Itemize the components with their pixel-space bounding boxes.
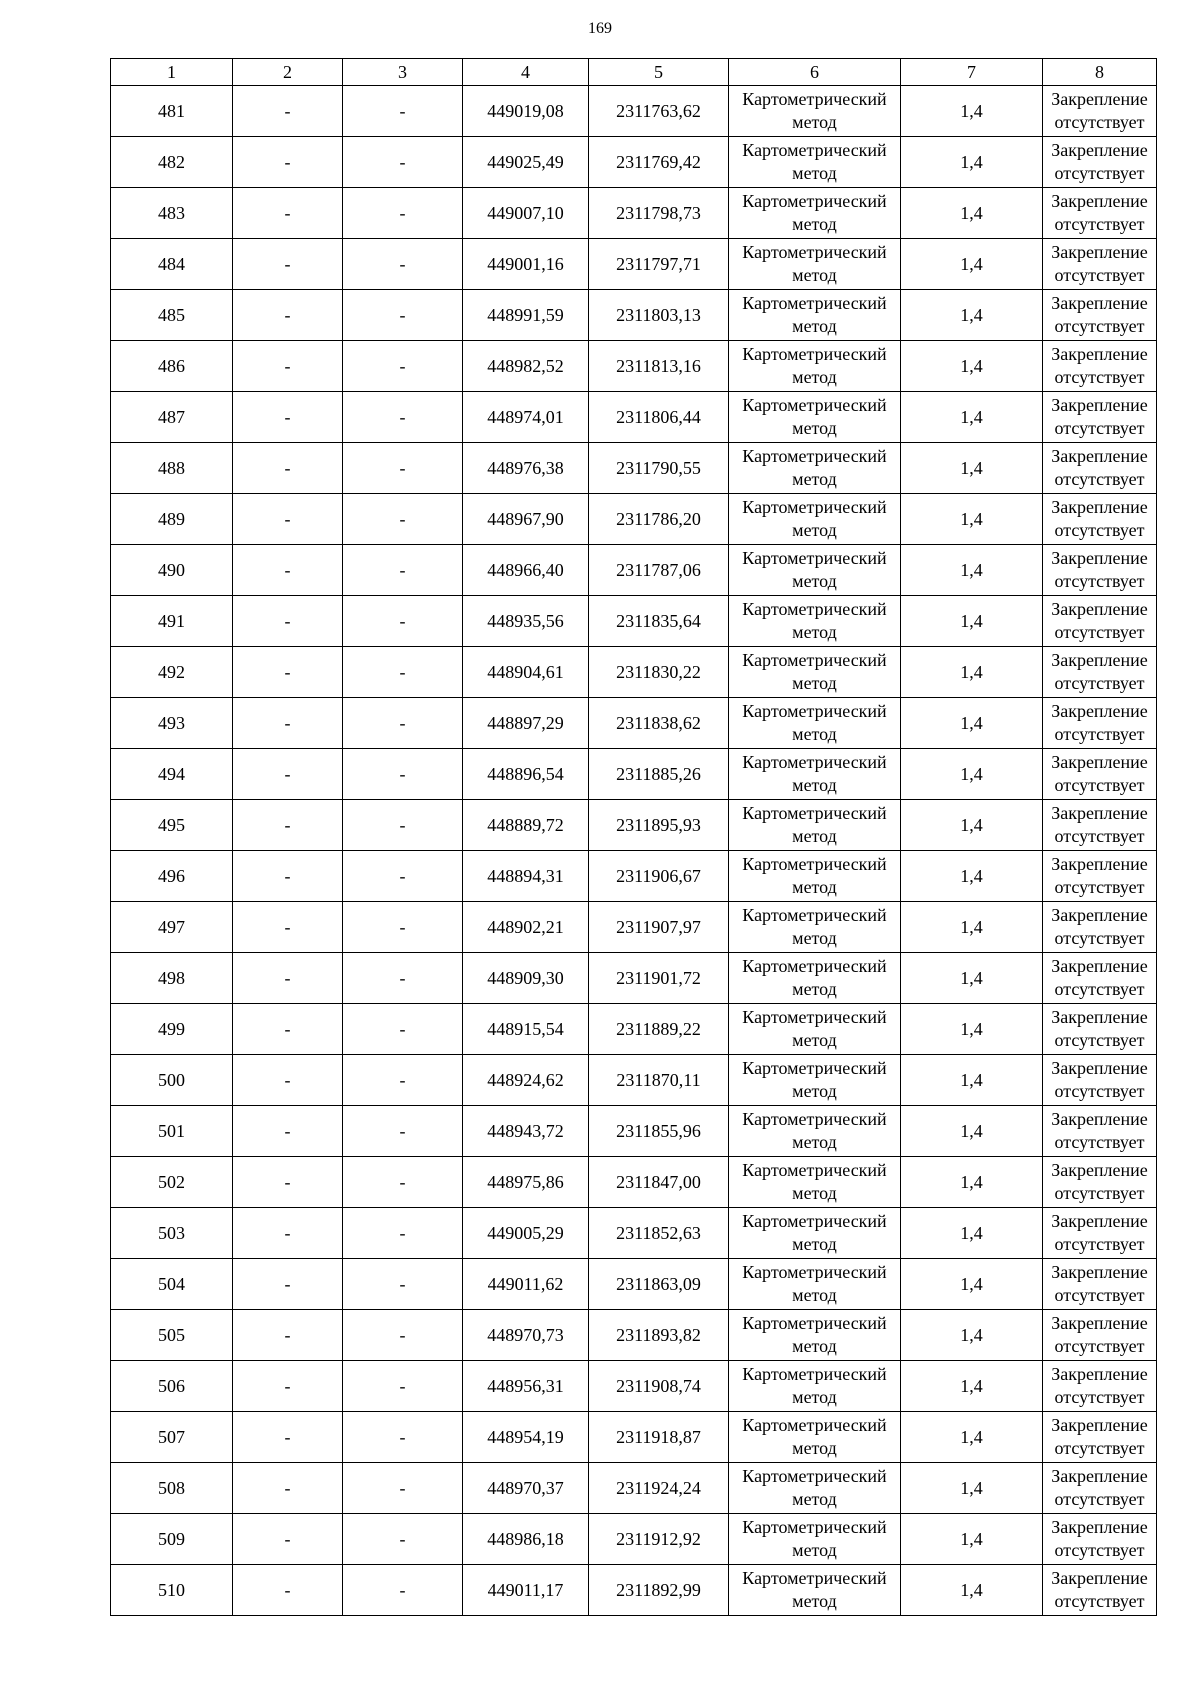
accuracy-cell: 1,4 bbox=[901, 1157, 1043, 1208]
point-number-cell: 481 bbox=[111, 86, 233, 137]
table-row bbox=[111, 1004, 1157, 1055]
table-row bbox=[111, 137, 1157, 188]
col3-cell: - bbox=[343, 1565, 463, 1616]
accuracy-cell: 1,4 bbox=[901, 188, 1043, 239]
point-number-cell: 493 bbox=[111, 698, 233, 749]
col3-cell: - bbox=[343, 1361, 463, 1412]
method-cell: Картометрический метод bbox=[729, 902, 901, 953]
col3-cell: - bbox=[343, 443, 463, 494]
method-cell: Картометрический метод bbox=[729, 1565, 901, 1616]
col3-cell: - bbox=[343, 851, 463, 902]
fixing-cell: Закрепление отсутствует bbox=[1043, 1157, 1157, 1208]
fixing-cell: Закрепление отсутствует bbox=[1043, 1004, 1157, 1055]
accuracy-cell: 1,4 bbox=[901, 1055, 1043, 1106]
x-coordinate-cell: 448974,01 bbox=[463, 392, 589, 443]
y-coordinate-cell: 2311885,26 bbox=[589, 749, 729, 800]
table-row bbox=[111, 239, 1157, 290]
accuracy-cell: 1,4 bbox=[901, 545, 1043, 596]
method-cell: Картометрический метод bbox=[729, 851, 901, 902]
x-coordinate-cell: 449011,62 bbox=[463, 1259, 589, 1310]
fixing-cell: Закрепление отсутствует bbox=[1043, 1208, 1157, 1259]
table-row bbox=[111, 647, 1157, 698]
x-coordinate-cell: 448894,31 bbox=[463, 851, 589, 902]
col2-cell: - bbox=[233, 392, 343, 443]
y-coordinate-cell: 2311806,44 bbox=[589, 392, 729, 443]
table-row bbox=[111, 392, 1157, 443]
col2-cell: - bbox=[233, 1514, 343, 1565]
method-cell: Картометрический метод bbox=[729, 1259, 901, 1310]
point-number-cell: 496 bbox=[111, 851, 233, 902]
y-coordinate-cell: 2311813,16 bbox=[589, 341, 729, 392]
x-coordinate-cell: 448909,30 bbox=[463, 953, 589, 1004]
col3-cell: - bbox=[343, 290, 463, 341]
point-number-cell: 504 bbox=[111, 1259, 233, 1310]
x-coordinate-cell: 448976,38 bbox=[463, 443, 589, 494]
col2-cell: - bbox=[233, 902, 343, 953]
col3-cell: - bbox=[343, 1055, 463, 1106]
table-row bbox=[111, 1514, 1157, 1565]
method-cell: Картометрический метод bbox=[729, 1157, 901, 1208]
point-number-cell: 491 bbox=[111, 596, 233, 647]
col2-cell: - bbox=[233, 647, 343, 698]
col3-cell: - bbox=[343, 1106, 463, 1157]
method-cell: Картометрический метод bbox=[729, 1208, 901, 1259]
header-row bbox=[111, 59, 1157, 86]
accuracy-cell: 1,4 bbox=[901, 239, 1043, 290]
point-number-cell: 498 bbox=[111, 953, 233, 1004]
accuracy-cell: 1,4 bbox=[901, 1310, 1043, 1361]
fixing-cell: Закрепление отсутствует bbox=[1043, 545, 1157, 596]
fixing-cell: Закрепление отсутствует bbox=[1043, 1412, 1157, 1463]
method-cell: Картометрический метод bbox=[729, 494, 901, 545]
accuracy-cell: 1,4 bbox=[901, 443, 1043, 494]
point-number-cell: 500 bbox=[111, 1055, 233, 1106]
point-number-cell: 482 bbox=[111, 137, 233, 188]
point-number-cell: 499 bbox=[111, 1004, 233, 1055]
column-header: 3 bbox=[343, 59, 463, 86]
point-number-cell: 485 bbox=[111, 290, 233, 341]
table-row bbox=[111, 290, 1157, 341]
table-row bbox=[111, 1106, 1157, 1157]
method-cell: Картометрический метод bbox=[729, 1055, 901, 1106]
accuracy-cell: 1,4 bbox=[901, 647, 1043, 698]
col3-cell: - bbox=[343, 1310, 463, 1361]
point-number-cell: 501 bbox=[111, 1106, 233, 1157]
col2-cell: - bbox=[233, 1106, 343, 1157]
point-number-cell: 505 bbox=[111, 1310, 233, 1361]
col3-cell: - bbox=[343, 1463, 463, 1514]
y-coordinate-cell: 2311863,09 bbox=[589, 1259, 729, 1310]
table-row bbox=[111, 698, 1157, 749]
y-coordinate-cell: 2311830,22 bbox=[589, 647, 729, 698]
fixing-cell: Закрепление отсутствует bbox=[1043, 392, 1157, 443]
col2-cell: - bbox=[233, 698, 343, 749]
method-cell: Картометрический метод bbox=[729, 647, 901, 698]
fixing-cell: Закрепление отсутствует bbox=[1043, 86, 1157, 137]
col3-cell: - bbox=[343, 800, 463, 851]
col2-cell: - bbox=[233, 188, 343, 239]
y-coordinate-cell: 2311924,24 bbox=[589, 1463, 729, 1514]
y-coordinate-cell: 2311852,63 bbox=[589, 1208, 729, 1259]
table-row bbox=[111, 1157, 1157, 1208]
accuracy-cell: 1,4 bbox=[901, 1565, 1043, 1616]
table-row bbox=[111, 1259, 1157, 1310]
table-row bbox=[111, 494, 1157, 545]
y-coordinate-cell: 2311870,11 bbox=[589, 1055, 729, 1106]
col2-cell: - bbox=[233, 1259, 343, 1310]
x-coordinate-cell: 448896,54 bbox=[463, 749, 589, 800]
col3-cell: - bbox=[343, 392, 463, 443]
method-cell: Картометрический метод bbox=[729, 1004, 901, 1055]
y-coordinate-cell: 2311892,99 bbox=[589, 1565, 729, 1616]
col2-cell: - bbox=[233, 800, 343, 851]
method-cell: Картометрический метод bbox=[729, 239, 901, 290]
x-coordinate-cell: 448915,54 bbox=[463, 1004, 589, 1055]
point-number-cell: 506 bbox=[111, 1361, 233, 1412]
col3-cell: - bbox=[343, 749, 463, 800]
y-coordinate-cell: 2311847,00 bbox=[589, 1157, 729, 1208]
accuracy-cell: 1,4 bbox=[901, 1259, 1043, 1310]
fixing-cell: Закрепление отсутствует bbox=[1043, 1514, 1157, 1565]
col2-cell: - bbox=[233, 1310, 343, 1361]
y-coordinate-cell: 2311895,93 bbox=[589, 800, 729, 851]
accuracy-cell: 1,4 bbox=[901, 290, 1043, 341]
table-body bbox=[111, 86, 1157, 1616]
table-row bbox=[111, 851, 1157, 902]
col3-cell: - bbox=[343, 647, 463, 698]
y-coordinate-cell: 2311787,06 bbox=[589, 545, 729, 596]
x-coordinate-cell: 448943,72 bbox=[463, 1106, 589, 1157]
x-coordinate-cell: 448904,61 bbox=[463, 647, 589, 698]
accuracy-cell: 1,4 bbox=[901, 800, 1043, 851]
accuracy-cell: 1,4 bbox=[901, 86, 1043, 137]
method-cell: Картометрический метод bbox=[729, 1412, 901, 1463]
x-coordinate-cell: 449001,16 bbox=[463, 239, 589, 290]
accuracy-cell: 1,4 bbox=[901, 1412, 1043, 1463]
method-cell: Картометрический метод bbox=[729, 137, 901, 188]
point-number-cell: 486 bbox=[111, 341, 233, 392]
col2-cell: - bbox=[233, 545, 343, 596]
x-coordinate-cell: 449019,08 bbox=[463, 86, 589, 137]
table-row bbox=[111, 902, 1157, 953]
fixing-cell: Закрепление отсутствует bbox=[1043, 1310, 1157, 1361]
col3-cell: - bbox=[343, 494, 463, 545]
y-coordinate-cell: 2311797,71 bbox=[589, 239, 729, 290]
method-cell: Картометрический метод bbox=[729, 1361, 901, 1412]
point-number-cell: 484 bbox=[111, 239, 233, 290]
x-coordinate-cell: 448991,59 bbox=[463, 290, 589, 341]
method-cell: Картометрический метод bbox=[729, 1514, 901, 1565]
accuracy-cell: 1,4 bbox=[901, 1106, 1043, 1157]
point-number-cell: 507 bbox=[111, 1412, 233, 1463]
y-coordinate-cell: 2311838,62 bbox=[589, 698, 729, 749]
x-coordinate-cell: 448970,73 bbox=[463, 1310, 589, 1361]
method-cell: Картометрический метод bbox=[729, 749, 901, 800]
x-coordinate-cell: 448956,31 bbox=[463, 1361, 589, 1412]
accuracy-cell: 1,4 bbox=[901, 851, 1043, 902]
table-row bbox=[111, 188, 1157, 239]
col3-cell: - bbox=[343, 341, 463, 392]
x-coordinate-cell: 449025,49 bbox=[463, 137, 589, 188]
coordinates-table bbox=[110, 58, 1157, 1616]
x-coordinate-cell: 449005,29 bbox=[463, 1208, 589, 1259]
col3-cell: - bbox=[343, 137, 463, 188]
col3-cell: - bbox=[343, 86, 463, 137]
col3-cell: - bbox=[343, 953, 463, 1004]
col3-cell: - bbox=[343, 1004, 463, 1055]
point-number-cell: 503 bbox=[111, 1208, 233, 1259]
point-number-cell: 488 bbox=[111, 443, 233, 494]
accuracy-cell: 1,4 bbox=[901, 596, 1043, 647]
point-number-cell: 497 bbox=[111, 902, 233, 953]
accuracy-cell: 1,4 bbox=[901, 1004, 1043, 1055]
method-cell: Картометрический метод bbox=[729, 545, 901, 596]
x-coordinate-cell: 448982,52 bbox=[463, 341, 589, 392]
x-coordinate-cell: 448975,86 bbox=[463, 1157, 589, 1208]
table-row bbox=[111, 596, 1157, 647]
col2-cell: - bbox=[233, 1004, 343, 1055]
col2-cell: - bbox=[233, 443, 343, 494]
col2-cell: - bbox=[233, 86, 343, 137]
table-row bbox=[111, 443, 1157, 494]
accuracy-cell: 1,4 bbox=[901, 392, 1043, 443]
y-coordinate-cell: 2311906,67 bbox=[589, 851, 729, 902]
fixing-cell: Закрепление отсутствует bbox=[1043, 647, 1157, 698]
accuracy-cell: 1,4 bbox=[901, 494, 1043, 545]
col3-cell: - bbox=[343, 1514, 463, 1565]
fixing-cell: Закрепление отсутствует bbox=[1043, 290, 1157, 341]
table-row bbox=[111, 341, 1157, 392]
method-cell: Картометрический метод bbox=[729, 1463, 901, 1514]
column-header: 6 bbox=[729, 59, 901, 86]
fixing-cell: Закрепление отсутствует bbox=[1043, 749, 1157, 800]
accuracy-cell: 1,4 bbox=[901, 1208, 1043, 1259]
table-row bbox=[111, 1361, 1157, 1412]
accuracy-cell: 1,4 bbox=[901, 1361, 1043, 1412]
x-coordinate-cell: 448970,37 bbox=[463, 1463, 589, 1514]
point-number-cell: 508 bbox=[111, 1463, 233, 1514]
column-header: 8 bbox=[1043, 59, 1157, 86]
accuracy-cell: 1,4 bbox=[901, 1514, 1043, 1565]
y-coordinate-cell: 2311790,55 bbox=[589, 443, 729, 494]
point-number-cell: 509 bbox=[111, 1514, 233, 1565]
method-cell: Картометрический метод bbox=[729, 698, 901, 749]
accuracy-cell: 1,4 bbox=[901, 749, 1043, 800]
point-number-cell: 483 bbox=[111, 188, 233, 239]
fixing-cell: Закрепление отсутствует bbox=[1043, 1055, 1157, 1106]
x-coordinate-cell: 448924,62 bbox=[463, 1055, 589, 1106]
method-cell: Картометрический метод bbox=[729, 800, 901, 851]
y-coordinate-cell: 2311908,74 bbox=[589, 1361, 729, 1412]
table-row bbox=[111, 749, 1157, 800]
col3-cell: - bbox=[343, 1259, 463, 1310]
fixing-cell: Закрепление отсутствует bbox=[1043, 851, 1157, 902]
x-coordinate-cell: 449007,10 bbox=[463, 188, 589, 239]
fixing-cell: Закрепление отсутствует bbox=[1043, 902, 1157, 953]
y-coordinate-cell: 2311889,22 bbox=[589, 1004, 729, 1055]
point-number-cell: 495 bbox=[111, 800, 233, 851]
col2-cell: - bbox=[233, 1208, 343, 1259]
col2-cell: - bbox=[233, 749, 343, 800]
x-coordinate-cell: 448889,72 bbox=[463, 800, 589, 851]
accuracy-cell: 1,4 bbox=[901, 341, 1043, 392]
fixing-cell: Закрепление отсутствует bbox=[1043, 1361, 1157, 1412]
x-coordinate-cell: 448954,19 bbox=[463, 1412, 589, 1463]
table-row bbox=[111, 1463, 1157, 1514]
col3-cell: - bbox=[343, 1412, 463, 1463]
column-header: 1 bbox=[111, 59, 233, 86]
col2-cell: - bbox=[233, 851, 343, 902]
method-cell: Картометрический метод bbox=[729, 953, 901, 1004]
col3-cell: - bbox=[343, 1157, 463, 1208]
col2-cell: - bbox=[233, 1157, 343, 1208]
col2-cell: - bbox=[233, 596, 343, 647]
x-coordinate-cell: 448967,90 bbox=[463, 494, 589, 545]
col2-cell: - bbox=[233, 1055, 343, 1106]
table-row bbox=[111, 1565, 1157, 1616]
y-coordinate-cell: 2311803,13 bbox=[589, 290, 729, 341]
y-coordinate-cell: 2311907,97 bbox=[589, 902, 729, 953]
fixing-cell: Закрепление отсутствует bbox=[1043, 137, 1157, 188]
y-coordinate-cell: 2311901,72 bbox=[589, 953, 729, 1004]
y-coordinate-cell: 2311835,64 bbox=[589, 596, 729, 647]
point-number-cell: 487 bbox=[111, 392, 233, 443]
fixing-cell: Закрепление отсутствует bbox=[1043, 1106, 1157, 1157]
method-cell: Картометрический метод bbox=[729, 86, 901, 137]
y-coordinate-cell: 2311798,73 bbox=[589, 188, 729, 239]
method-cell: Картометрический метод bbox=[729, 443, 901, 494]
fixing-cell: Закрепление отсутствует bbox=[1043, 1463, 1157, 1514]
table-row bbox=[111, 545, 1157, 596]
point-number-cell: 502 bbox=[111, 1157, 233, 1208]
table-row bbox=[111, 1310, 1157, 1361]
x-coordinate-cell: 449011,17 bbox=[463, 1565, 589, 1616]
accuracy-cell: 1,4 bbox=[901, 902, 1043, 953]
method-cell: Картометрический метод bbox=[729, 188, 901, 239]
point-number-cell: 510 bbox=[111, 1565, 233, 1616]
table-row bbox=[111, 953, 1157, 1004]
col3-cell: - bbox=[343, 596, 463, 647]
point-number-cell: 494 bbox=[111, 749, 233, 800]
fixing-cell: Закрепление отсутствует bbox=[1043, 953, 1157, 1004]
fixing-cell: Закрепление отсутствует bbox=[1043, 239, 1157, 290]
col3-cell: - bbox=[343, 1208, 463, 1259]
method-cell: Картометрический метод bbox=[729, 290, 901, 341]
accuracy-cell: 1,4 bbox=[901, 698, 1043, 749]
col2-cell: - bbox=[233, 1565, 343, 1616]
fixing-cell: Закрепление отсутствует bbox=[1043, 494, 1157, 545]
col2-cell: - bbox=[233, 494, 343, 545]
y-coordinate-cell: 2311918,87 bbox=[589, 1412, 729, 1463]
fixing-cell: Закрепление отсутствует bbox=[1043, 1565, 1157, 1616]
fixing-cell: Закрепление отсутствует bbox=[1043, 800, 1157, 851]
column-header: 7 bbox=[901, 59, 1043, 86]
method-cell: Картометрический метод bbox=[729, 1310, 901, 1361]
fixing-cell: Закрепление отсутствует bbox=[1043, 698, 1157, 749]
column-header: 5 bbox=[589, 59, 729, 86]
x-coordinate-cell: 448966,40 bbox=[463, 545, 589, 596]
fixing-cell: Закрепление отсутствует bbox=[1043, 341, 1157, 392]
column-header: 2 bbox=[233, 59, 343, 86]
col2-cell: - bbox=[233, 290, 343, 341]
accuracy-cell: 1,4 bbox=[901, 1463, 1043, 1514]
fixing-cell: Закрепление отсутствует bbox=[1043, 188, 1157, 239]
col2-cell: - bbox=[233, 239, 343, 290]
fixing-cell: Закрепление отсутствует bbox=[1043, 596, 1157, 647]
y-coordinate-cell: 2311893,82 bbox=[589, 1310, 729, 1361]
col2-cell: - bbox=[233, 137, 343, 188]
accuracy-cell: 1,4 bbox=[901, 137, 1043, 188]
col3-cell: - bbox=[343, 902, 463, 953]
y-coordinate-cell: 2311912,92 bbox=[589, 1514, 729, 1565]
col3-cell: - bbox=[343, 188, 463, 239]
y-coordinate-cell: 2311855,96 bbox=[589, 1106, 729, 1157]
y-coordinate-cell: 2311786,20 bbox=[589, 494, 729, 545]
method-cell: Картометрический метод bbox=[729, 1106, 901, 1157]
x-coordinate-cell: 448897,29 bbox=[463, 698, 589, 749]
col2-cell: - bbox=[233, 1412, 343, 1463]
point-number-cell: 492 bbox=[111, 647, 233, 698]
col2-cell: - bbox=[233, 1361, 343, 1412]
method-cell: Картометрический метод bbox=[729, 392, 901, 443]
y-coordinate-cell: 2311763,62 bbox=[589, 86, 729, 137]
col2-cell: - bbox=[233, 1463, 343, 1514]
x-coordinate-cell: 448902,21 bbox=[463, 902, 589, 953]
table-row bbox=[111, 86, 1157, 137]
col3-cell: - bbox=[343, 545, 463, 596]
col3-cell: - bbox=[343, 698, 463, 749]
fixing-cell: Закрепление отсутствует bbox=[1043, 1259, 1157, 1310]
method-cell: Картометрический метод bbox=[729, 596, 901, 647]
col2-cell: - bbox=[233, 953, 343, 1004]
col2-cell: - bbox=[233, 341, 343, 392]
x-coordinate-cell: 448935,56 bbox=[463, 596, 589, 647]
point-number-cell: 490 bbox=[111, 545, 233, 596]
fixing-cell: Закрепление отсутствует bbox=[1043, 443, 1157, 494]
col3-cell: - bbox=[343, 239, 463, 290]
x-coordinate-cell: 448986,18 bbox=[463, 1514, 589, 1565]
page-number: 169 bbox=[588, 20, 612, 37]
table-row bbox=[111, 800, 1157, 851]
accuracy-cell: 1,4 bbox=[901, 953, 1043, 1004]
table-row bbox=[111, 1055, 1157, 1106]
y-coordinate-cell: 2311769,42 bbox=[589, 137, 729, 188]
table-row bbox=[111, 1412, 1157, 1463]
point-number-cell: 489 bbox=[111, 494, 233, 545]
column-header: 4 bbox=[463, 59, 589, 86]
table-row bbox=[111, 1208, 1157, 1259]
method-cell: Картометрический метод bbox=[729, 341, 901, 392]
